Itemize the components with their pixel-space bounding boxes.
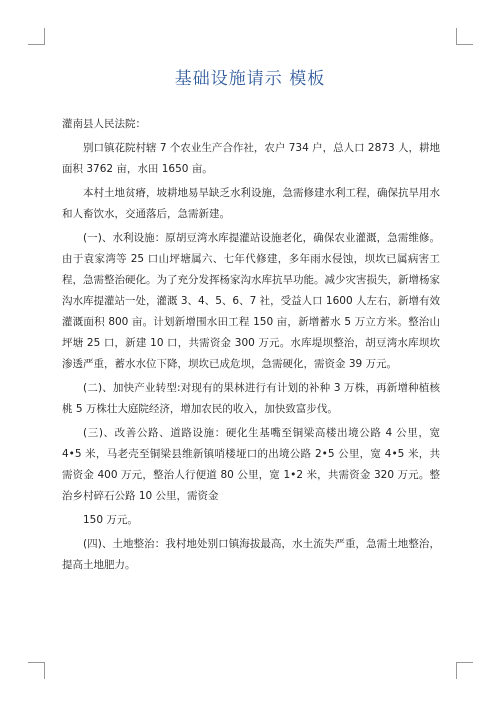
crop-mark-bottom-left: [28, 662, 45, 679]
crop-mark-bottom-right: [456, 662, 473, 679]
paragraph-land: (四)、土地整治：我村地处别口镇海拔最高，水土流失严重，急需土地整治，提高土地肥力。: [62, 538, 440, 571]
paragraph-industry: (二)、加快产业转型:对现有的果林进行有计划的补种 3 万株，再新增种植核桃 5 万株壮大庭院经济，增加农民的收入，加快致富步伐。: [62, 382, 440, 415]
document-title: 基础设施请示 模板: [174, 69, 326, 89]
document-body: [62, 114, 440, 579]
crop-mark-top-right: [456, 28, 473, 45]
paragraph-village-overview: 别口镇花院村辖 7 个农业生产合作社，农户 734 户，总人口 2873 人，耕地面积 3762 亩，水田 1650 亩。: [62, 142, 440, 175]
crop-mark-top-left: [28, 28, 45, 45]
addressee: 灌南县人民法院：: [62, 118, 146, 130]
paragraph-roads-cost: 150 万元。: [83, 514, 138, 526]
paragraph-water-facilities: (一)、水利设施：原胡豆湾水库提灌站设施老化，确保农业灌溉，急需维修。由于袁家湾等 25 口山坪塘属六、七年代修建，多年雨水侵蚀，坝坎已属病害工程，急需整治硬化。为了充分发挥杨家沟水库抗旱功能。减少灾害损失，新增杨家沟水库提灌站一处，灌溉 3、4、5、6、7 社，受益人口 1600 人左右，新增有效灌溉面积 800 亩。计划新增围水田工程 150 亩，新增蓄水 5 万立方米。整治山坪塘 25 口，新建 10 口，共需资金 300 万元。水库堤坝整治，胡豆湾水库坝坎渗透严重，蓄水水位下降，坝坎已成危坝，急需硬化，需资金 39 万元。: [62, 232, 440, 370]
paragraph-conditions: 本村土地贫瘠，坡耕地易旱缺乏水利设施，急需修建水利工程，确保抗旱用水和人畜饮水，交通落后，急需新建。: [62, 187, 440, 220]
paragraph-roads: (三)、改善公路、道路设施：硬化生基嘴至铜梁高楼出境公路 4 公里，宽 4•5 米，马老壳至铜梁县维新镇哨楼垭口的出境公路 2•5 公里，宽 4•5 米，共需资金 400 万元，整治人行便道 80 公里，宽 1•2 米，共需资金 320 万元。整治乡村碎石公路 10 公里，需资金: [62, 427, 440, 502]
